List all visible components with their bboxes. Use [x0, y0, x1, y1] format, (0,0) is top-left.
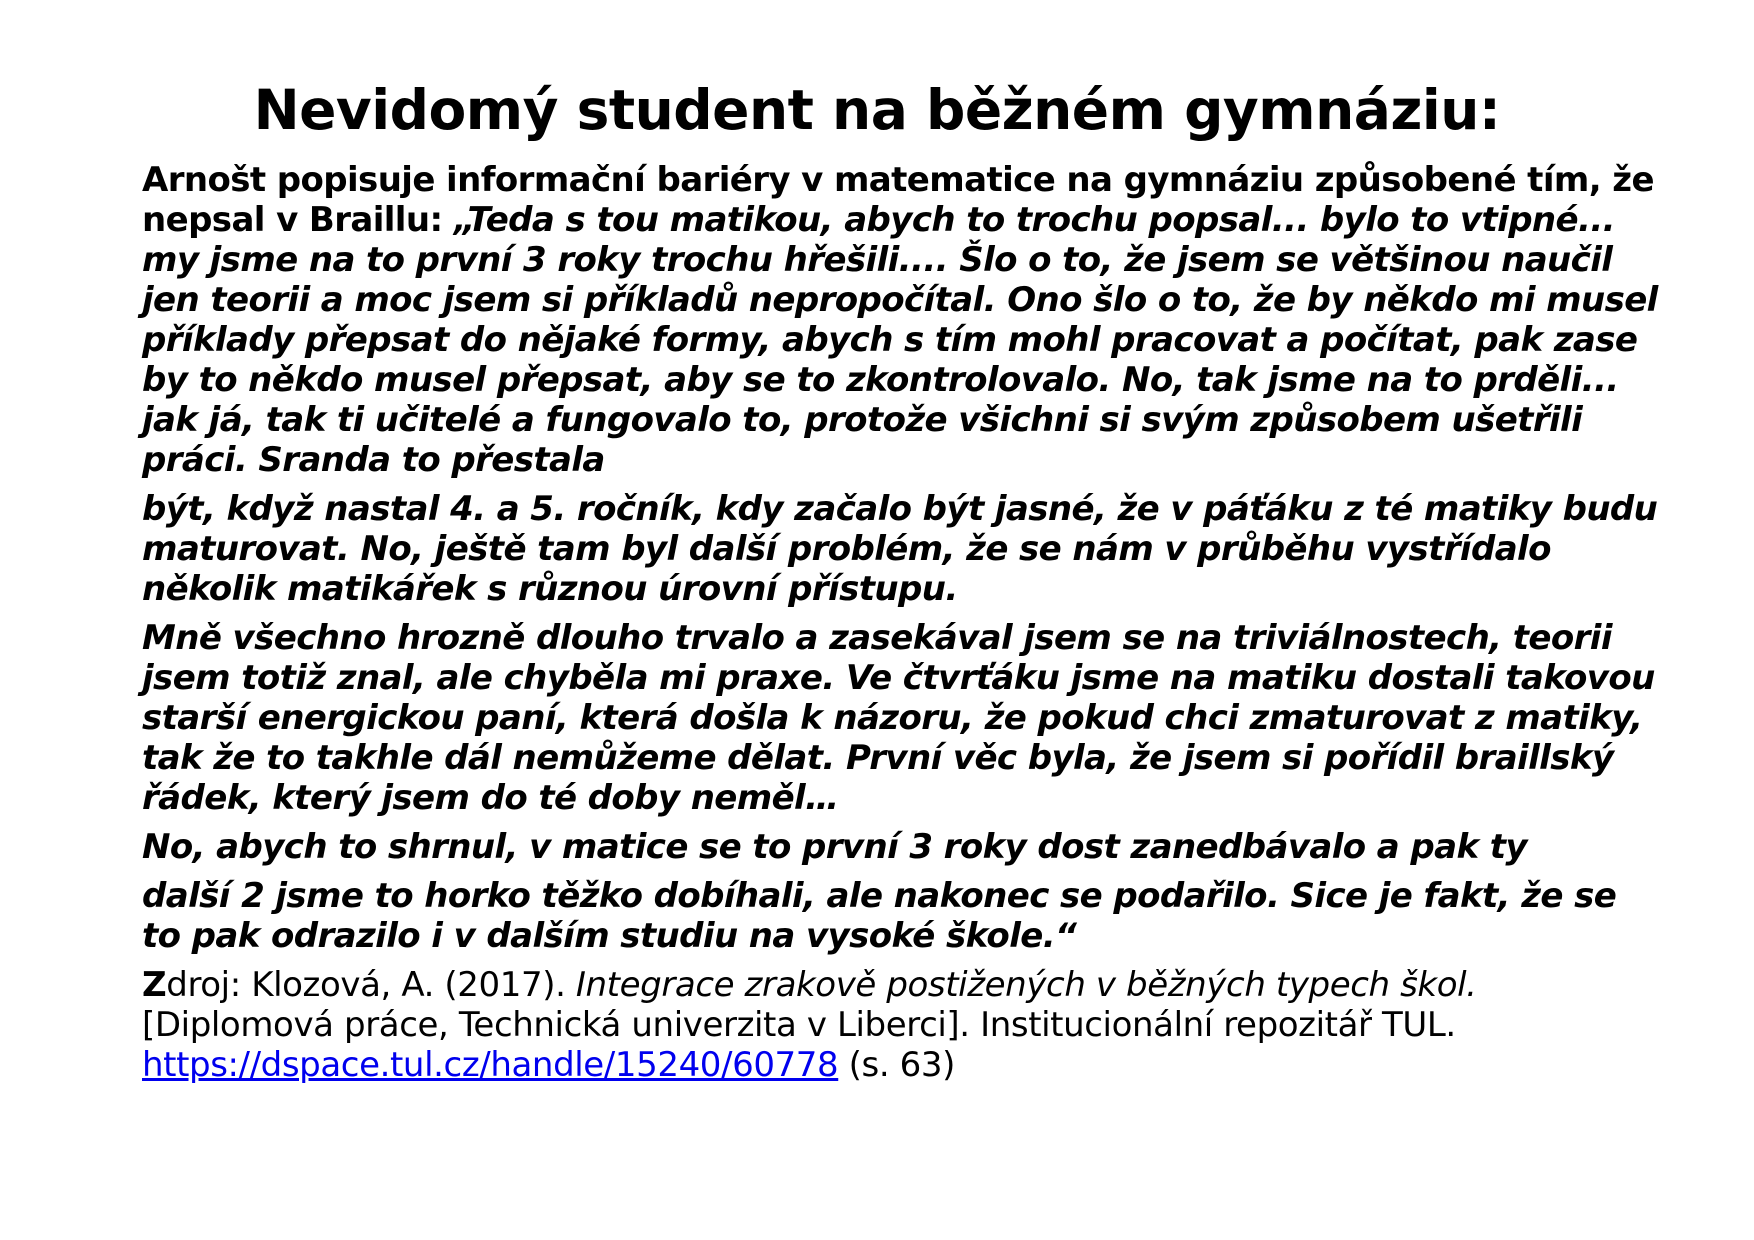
source-details: [Diplomová práce, Technická univerzita v Liberci]. Institucionální repozitář TUL.	[142, 1005, 1456, 1045]
source-citation	[142, 965, 1662, 1085]
source-page-ref: (s. 63)	[838, 1045, 955, 1085]
slide-title: Nevidomý student na běžném gymnáziu:	[253, 78, 1501, 142]
source-book-title: Integrace zrakově postižených v běžných typech škol.	[575, 965, 1477, 1005]
paragraph-quote-4: No, abych to shrnul, v matice se to první 3 roky dost zanedbávalo a pak ty	[142, 827, 1527, 867]
paragraph-quote-5: další 2 jsme to horko těžko dobíhali, ale nakonec se podařilo. Sice je fakt, že se to pak odrazilo i v dalším studiu na vysoké škole.“	[142, 876, 1617, 956]
paragraph-intro-quote	[142, 160, 1662, 480]
source-first-letter: Z	[142, 965, 167, 1005]
quote-text-part-1: „Teda s tou matikou, abych to trochu popsal... bylo to vtipné... my jsme na to první 3 roky trochu hřešili.... Šlo o to, že jsem se většinou naučil jen teorii a moc jsem si příkladů nepropočítal. Ono šlo o to, že by někdo mi musel příklady přepsat do nějaké formy, abych s tím mohl pracovat a počítat, pak zase by to někdo musel přepsat, aby se to zkontrolovalo. No, tak jsme na to prděli... jak já, tak ti učitelé a fungovalo to, protože všichni si svým způsobem ušetřili práci. Sranda to přestala	[142, 200, 1658, 480]
source-lead: droj: Klozová, A. (2017).	[166, 965, 576, 1005]
slide-body	[142, 160, 1662, 1119]
intro-text: Arnošt popisuje informační bariéry v matematice na gymnáziu způsobené tím, že nepsal v Braillu:	[142, 160, 1654, 240]
paragraph-quote-3: Mně všechno hrozně dlouho trvalo a zasekával jsem se na triviálnostech, teorii jsem totiž znal, ale chyběla mi praxe. Ve čtvrťáku jsme na matiku dostali takovou starší energickou paní, která došla k názoru, že pokud chci zmaturovat z matiky, tak že to takhle dál nemůžeme dělat. První věc byla, že jsem si pořídil braillský řádek, který jsem do té doby neměl…	[142, 618, 1655, 818]
paragraph-quote-2: být, když nastal 4. a 5. ročník, kdy začalo být jasné, že v páťáku z té matiky budu maturovat. No, ještě tam byl další problém, že se nám v průběhu vystřídalo několik matikářek s různou úrovní přístupu.	[142, 489, 1658, 609]
source-link[interactable]: https://dspace.tul.cz/handle/15240/60778	[142, 1045, 839, 1085]
